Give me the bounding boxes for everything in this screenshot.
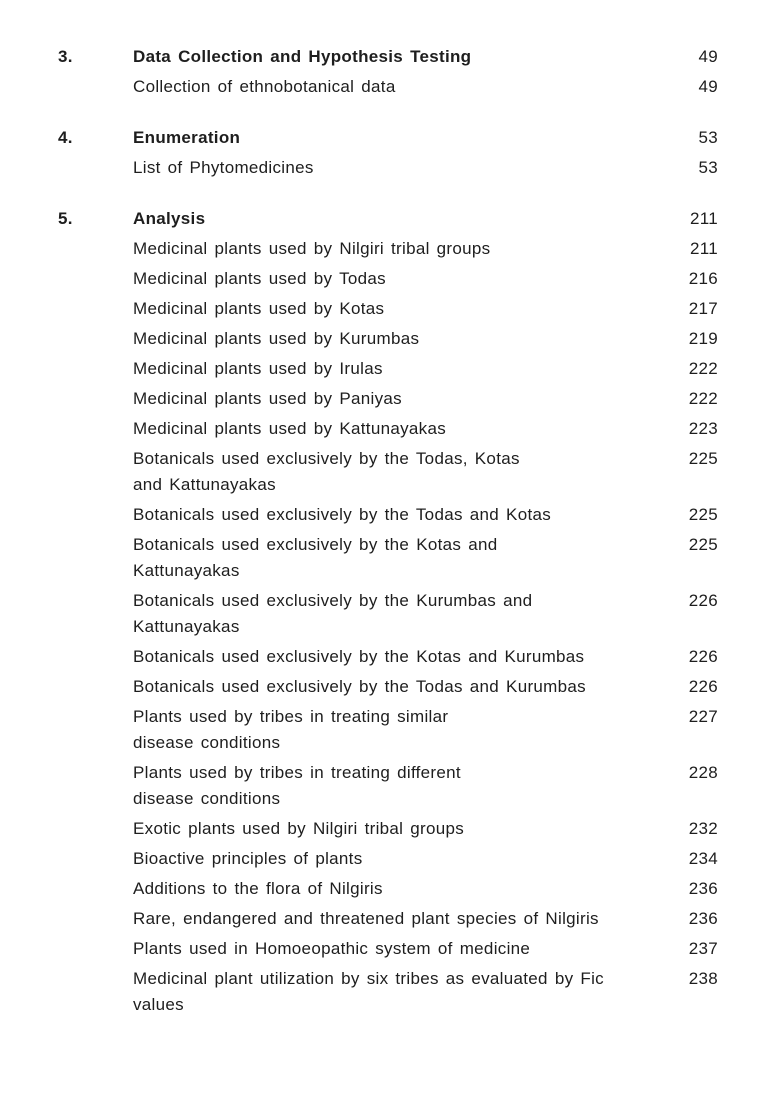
toc-entry (0, 936, 780, 962)
entry-title: Medicinal plants used by Kotas (133, 299, 385, 318)
toc-entry (0, 416, 780, 442)
toc-entry (0, 155, 780, 181)
chapter-title: Enumeration (133, 128, 241, 147)
entry-title: Exotic plants used by Nilgiri tribal groups (133, 819, 465, 838)
page-number: 226 (688, 677, 718, 696)
page-number: 49 (698, 47, 718, 66)
entry-title: Medicinal plants used by Kurumbas (133, 329, 420, 348)
page-number: 236 (688, 909, 718, 928)
page-number: 225 (688, 505, 718, 524)
toc-entry (0, 704, 780, 756)
toc-entry (0, 588, 780, 640)
chapter-title: Data Collection and Hypothesis Testing (133, 47, 472, 66)
toc-entry (0, 386, 780, 412)
page-number: 225 (688, 449, 718, 468)
entry-title: Additions to the flora of Nilgiris (133, 879, 383, 898)
page-number: 222 (688, 389, 718, 408)
entry-title: Medicinal plants used by Nilgiri tribal groups (133, 239, 491, 258)
page-number: 222 (688, 359, 718, 378)
page-number: 226 (688, 647, 718, 666)
chapter-number: 5. (58, 209, 73, 228)
entry-title: Botanicals used exclusively by the Todas, Kotas and Kattunayakas (133, 449, 520, 494)
page-number: 226 (688, 591, 718, 610)
entry-title: Plants used in Homoeopathic system of medicine (133, 939, 531, 958)
entry-title: Rare, endangered and threatened plant species of Nilgiris (133, 909, 599, 928)
toc-entry (0, 816, 780, 842)
entry-title: Medicinal plants used by Paniyas (133, 389, 402, 408)
entry-title: Plants used by tribes in treating different disease conditions (133, 763, 461, 808)
entry-title: Botanicals used exclusively by the Todas and Kotas (133, 505, 552, 524)
chapter-number: 3. (58, 47, 73, 66)
entry-title: Botanicals used exclusively by the Todas and Kurumbas (133, 677, 586, 696)
entry-title: Bioactive principles of plants (133, 849, 363, 868)
toc-entry (0, 296, 780, 322)
toc-entry (0, 326, 780, 352)
page-number: 216 (688, 269, 718, 288)
entry-title: Medicinal plants used by Irulas (133, 359, 383, 378)
chapter-heading (0, 44, 780, 70)
page-number: 238 (688, 969, 718, 988)
entry-title: Botanicals used exclusively by the Kotas and Kattunayakas (133, 535, 498, 580)
toc-entry (0, 446, 780, 498)
table-of-contents (0, 44, 780, 1043)
page-number: 237 (688, 939, 718, 958)
entry-title: Medicinal plant utilization by six tribes as evaluated by Fic values (133, 969, 604, 1014)
toc-entry (0, 74, 780, 100)
page-number: 228 (688, 763, 718, 782)
chapter-heading (0, 206, 780, 232)
toc-entry (0, 532, 780, 584)
page-number: 223 (688, 419, 718, 438)
toc-section (0, 206, 780, 1018)
chapter-heading (0, 125, 780, 151)
page-number: 53 (698, 128, 718, 147)
toc-entry (0, 266, 780, 292)
toc-entry (0, 760, 780, 812)
page-number: 49 (698, 77, 718, 96)
toc-entry (0, 236, 780, 262)
page-number: 232 (688, 819, 718, 838)
toc-entry (0, 966, 780, 1018)
chapter-title: Analysis (133, 209, 206, 228)
entry-title: List of Phytomedicines (133, 158, 314, 177)
page-number: 225 (688, 535, 718, 554)
page-number: 236 (688, 879, 718, 898)
entry-title: Medicinal plants used by Todas (133, 269, 386, 288)
entry-title: Botanicals used exclusively by the Kotas and Kurumbas (133, 647, 585, 666)
toc-entry (0, 674, 780, 700)
toc-section (0, 44, 780, 100)
page-number: 234 (688, 849, 718, 868)
entry-title: Medicinal plants used by Kattunayakas (133, 419, 446, 438)
toc-entry (0, 876, 780, 902)
entry-title: Collection of ethnobotanical data (133, 77, 396, 96)
toc-entry (0, 644, 780, 670)
page-number: 217 (688, 299, 718, 318)
chapter-number: 4. (58, 128, 73, 147)
page-number: 211 (689, 209, 718, 228)
page-number: 211 (689, 239, 718, 258)
toc-entry (0, 356, 780, 382)
entry-title: Botanicals used exclusively by the Kurumbas and Kattunayakas (133, 591, 533, 636)
toc-entry (0, 846, 780, 872)
entry-title: Plants used by tribes in treating similar disease conditions (133, 707, 449, 752)
toc-section (0, 125, 780, 181)
page-number: 219 (688, 329, 718, 348)
page-number: 227 (688, 707, 718, 726)
toc-entry (0, 906, 780, 932)
toc-entry (0, 502, 780, 528)
page-number: 53 (698, 158, 718, 177)
